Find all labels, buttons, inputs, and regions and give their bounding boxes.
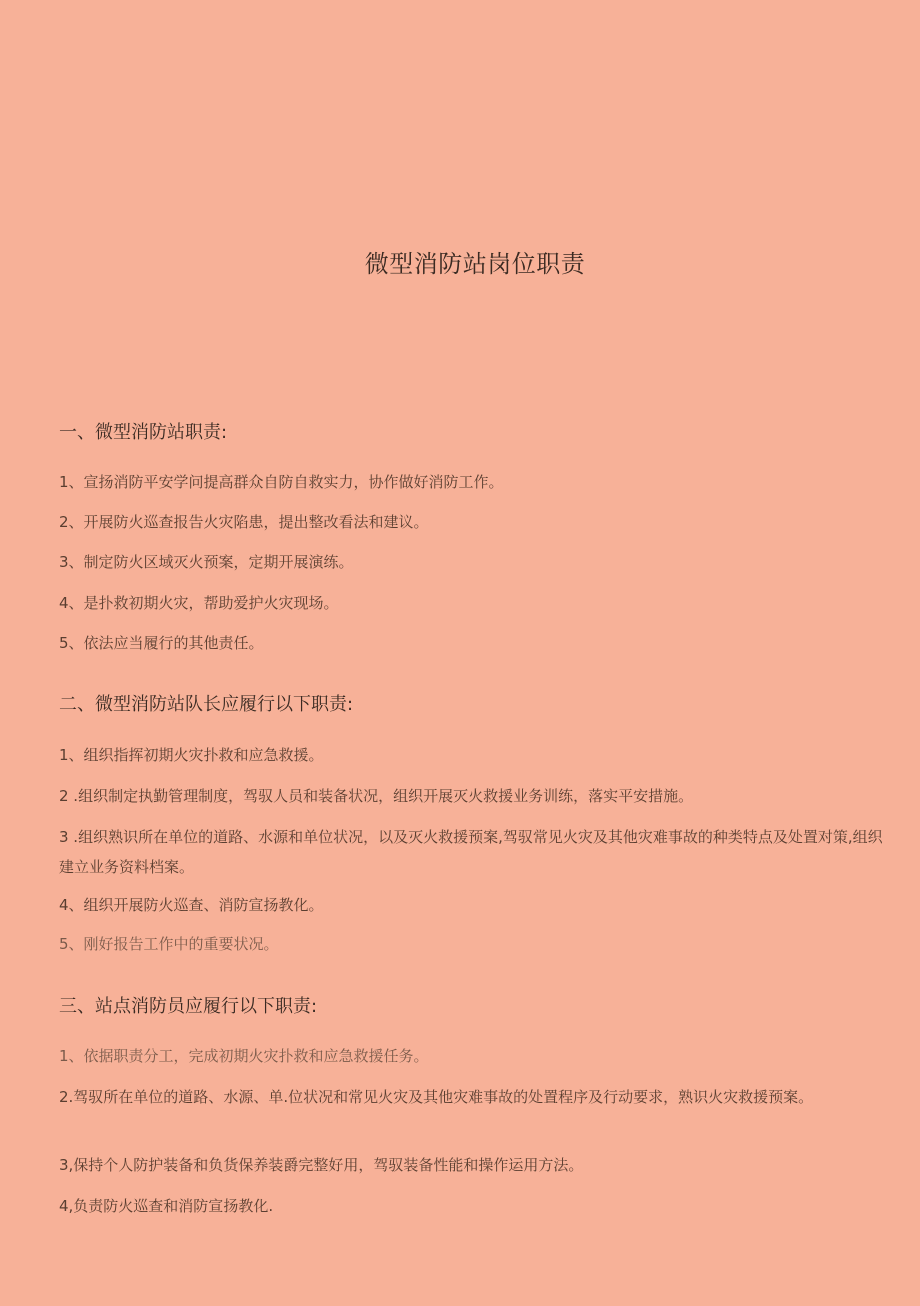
section-2-item-3: 3 .组织熟识所在单位的道路、水源和单位状况，以及灭火救援预案,驾驭常见火灾及其他灾难事故的种类特点及处置对策,组织建立业务资料档案。 xyxy=(59,828,883,876)
section-1-item-3: 3、制定防火区域灭火预案，定期开展演练。 xyxy=(59,553,354,571)
section-3-heading: 三、站点消防员应履行以下职责: xyxy=(59,996,318,1017)
section-1-item-1: 1、宣扬消防平安学问提高群众自防自救实力，协作做好消防工作。 xyxy=(59,473,504,491)
section-2-item-5: 5、刚好报告工作中的重要状况。 xyxy=(59,935,279,953)
section-3-item-3: 3,保持个人防护装备和负货保养装爵完整好用，驾驭装备性能和操作运用方法。 xyxy=(59,1156,584,1174)
section-1-item-2: 2、开展防火巡查报告火灾陷患，提出整改看法和建议。 xyxy=(59,513,429,531)
section-1-item-4: 4、是扑救初期火灾，帮助爱护火灾现场。 xyxy=(59,594,339,612)
section-1-heading: 一、微型消防站职责: xyxy=(59,422,228,443)
section-2-heading: 二、微型消防站队长应履行以下职责: xyxy=(59,694,354,715)
section-3-item-4: 4,负责防火巡查和消防宣扬教化. xyxy=(59,1197,274,1215)
section-2-item-4: 4、组织开展防火巡查、消防宣扬教化。 xyxy=(59,896,324,914)
section-2-item-2: 2 .组织制定执勤管理制度，驾驭人员和装备状况，组织开展灭火救援业务训练，落实平安措施。 xyxy=(59,787,694,805)
document-title: 微型消防站岗位职责 xyxy=(364,250,586,278)
section-3-item-1: 1、依据职责分工，完成初期火灾扑救和应急救援任务。 xyxy=(59,1047,429,1065)
section-2-item-1: 1、组织指挥初期火灾扑救和应急救援。 xyxy=(59,746,324,764)
section-3-item-2: 2.驾驭所在单位的道路、水源、单.位状况和常见火灾及其他灾难事故的处置程序及行动要求，熟识火灾救援预案。 xyxy=(59,1088,814,1106)
section-1-item-5: 5、依法应当履行的其他责任。 xyxy=(59,634,264,652)
